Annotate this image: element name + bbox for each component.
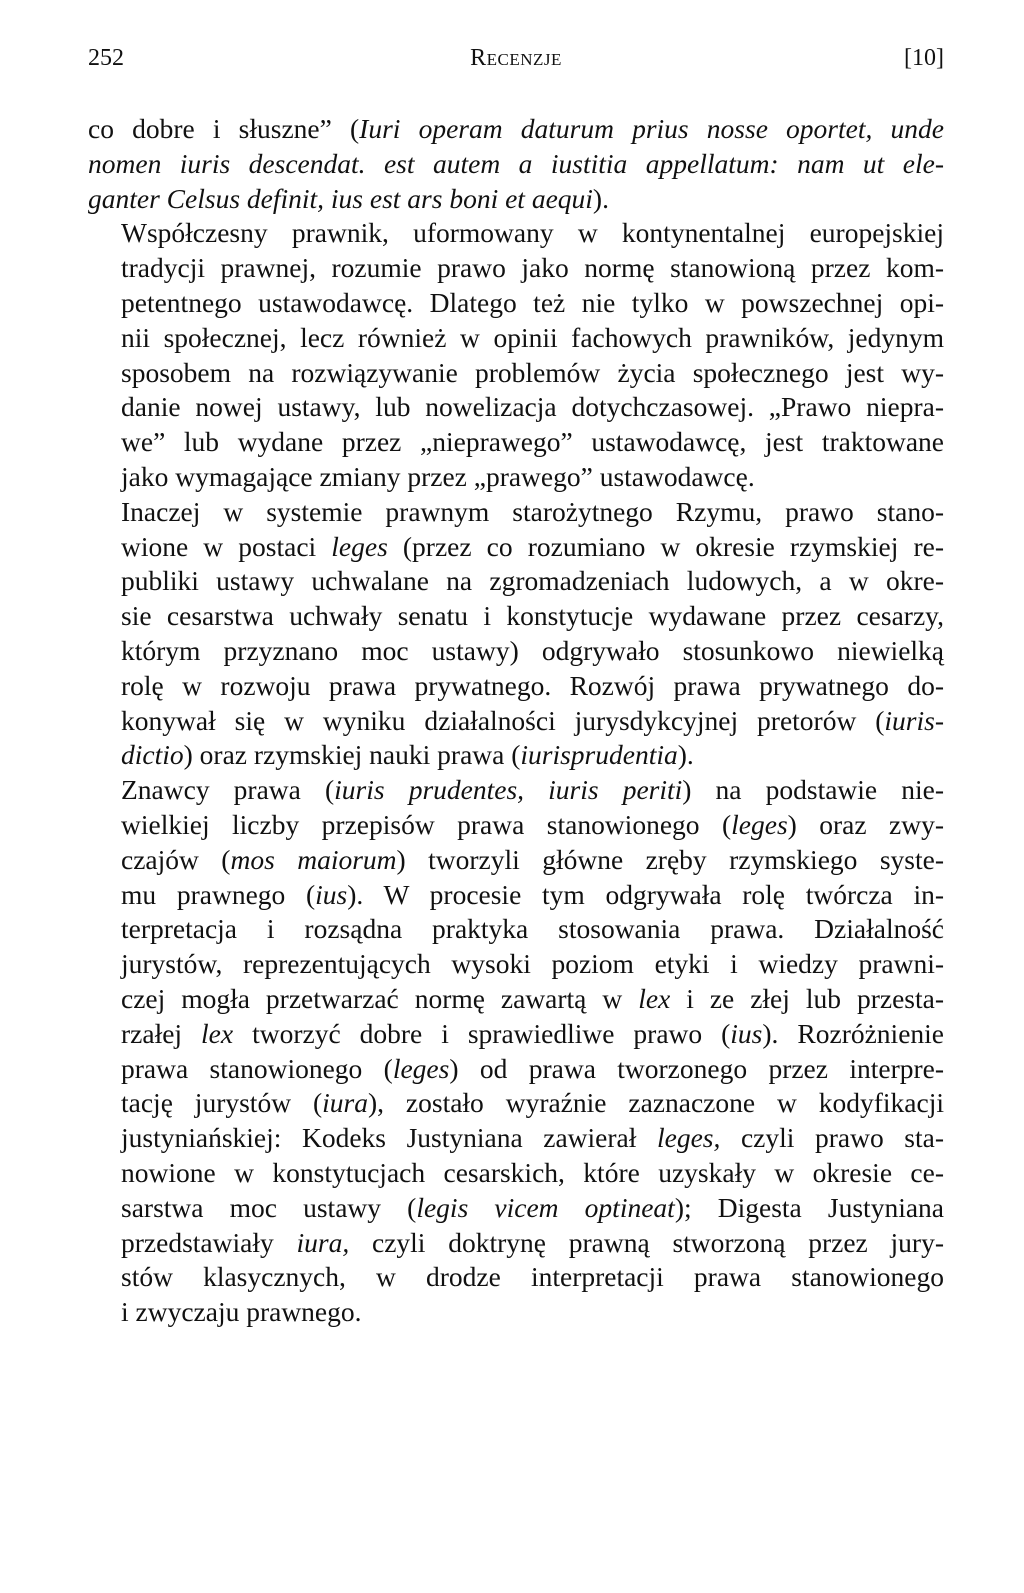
italic-run: lex xyxy=(201,1017,234,1049)
text-run: justyniańskiej: Kodeks Justyniana zawierał xyxy=(121,1122,657,1154)
text-run: Współczesny prawnik, uformowany w kontynentalnej europejskiej xyxy=(121,217,944,249)
text-run: ) od prawa tworzonego przez interpre- xyxy=(449,1052,944,1084)
text-line xyxy=(88,530,944,565)
text-run: czyli doktrynę prawną stworzoną przez jury- xyxy=(349,1226,944,1258)
text-run: i ze złej lub przesta- xyxy=(670,982,944,1014)
section-title: Recenzje xyxy=(470,45,562,71)
text-run: czyli prawo sta- xyxy=(720,1122,944,1154)
text-run: danie nowej ustawy, lub nowelizacja dotychczasowej. „Prawo niepra- xyxy=(121,391,944,423)
italic-run: legis vicem optineat xyxy=(416,1191,675,1223)
italic-run: dictio xyxy=(121,739,184,771)
text-line xyxy=(88,634,944,669)
text-run: terpretacja i rozsądna praktyka stosowania prawa. Działalność xyxy=(121,913,944,945)
paragraph xyxy=(88,112,944,216)
text-line xyxy=(88,704,944,739)
text-run: przedstawiały xyxy=(121,1226,297,1258)
text-line xyxy=(88,1226,944,1261)
italic-run: iurisprudentia xyxy=(520,739,678,771)
text-run: konywał się w wyniku działalności jurysdykcyjnej pretorów ( xyxy=(121,704,885,736)
italic-run: iuris prudentes, iuris periti xyxy=(334,774,683,806)
text-line xyxy=(88,1017,944,1052)
body-text xyxy=(88,112,944,1330)
text-line xyxy=(88,669,944,704)
text-line xyxy=(88,460,944,495)
text-run: wielkiej liczby przepisów prawa stanowionego ( xyxy=(121,808,732,840)
book-page xyxy=(88,38,944,1330)
text-run: sarstwa moc ustawy ( xyxy=(121,1191,417,1223)
text-run: ), zostało wyraźnie zaznaczone w kodyfikacji xyxy=(367,1087,944,1119)
text-line xyxy=(88,947,944,982)
text-run: i zwyczaju prawnego. xyxy=(121,1296,362,1328)
text-run: ) na podstawie nie- xyxy=(682,774,945,806)
paragraph xyxy=(88,216,944,494)
text-line xyxy=(88,1052,944,1087)
italic-run: leges xyxy=(731,808,788,840)
text-run: ). W procesie tym odgrywała rolę twórcza in- xyxy=(347,878,944,910)
text-line xyxy=(88,390,944,425)
italic-run: leges xyxy=(331,530,388,562)
text-run: tradycji prawnej, rozumie prawo jako normę stanowioną przez kom- xyxy=(121,252,944,284)
italic-run: iura, xyxy=(296,1226,350,1258)
text-run: ) oraz rzymskiej nauki prawa ( xyxy=(183,739,521,771)
text-line xyxy=(88,251,944,286)
italic-run: ius xyxy=(730,1017,763,1049)
text-run: tworzyć dobre i sprawiedliwe prawo ( xyxy=(233,1017,731,1049)
text-line xyxy=(88,112,944,147)
italic-run: Iuri operam daturum prius nosse oportet, unde xyxy=(359,113,944,144)
text-run: we” lub wydane przez „nieprawego” ustawodawcę, jest traktowane xyxy=(121,426,944,458)
italic-run: leges, xyxy=(656,1122,721,1154)
text-line xyxy=(88,182,944,217)
text-line xyxy=(88,321,944,356)
text-line xyxy=(88,982,944,1017)
text-line xyxy=(88,738,944,773)
text-run: którym przyznano moc ustawy) odgrywało stosunkowo niewielką xyxy=(121,634,944,666)
text-run: prawa stanowionego ( xyxy=(121,1052,393,1084)
text-line xyxy=(88,216,944,251)
text-run: (przez co rozumiano w okresie rzymskiej re- xyxy=(387,530,944,562)
text-line xyxy=(88,843,944,878)
text-run: jurystów, reprezentujących wysoki poziom etyki i wiedzy prawni- xyxy=(121,948,944,980)
text-line xyxy=(88,425,944,460)
text-line xyxy=(88,564,944,599)
page-number: 252 xyxy=(88,45,124,71)
text-run: publiki ustawy uchwalane na zgromadzeniach ludowych, a w okre- xyxy=(121,565,944,597)
text-line xyxy=(88,495,944,530)
text-run: co dobre i słuszne” ( xyxy=(88,113,360,144)
italic-run: iura xyxy=(322,1087,368,1119)
text-run: sposobem na rozwiązywanie problemów życia społecznego jest wy- xyxy=(121,356,944,388)
text-run: nii społecznej, lecz również w opinii fachowych prawników, jedynym xyxy=(121,321,944,353)
text-line xyxy=(88,1191,944,1226)
italic-run: mos maiorum xyxy=(230,843,397,875)
text-line xyxy=(88,1260,944,1295)
text-line xyxy=(88,1121,944,1156)
text-run: Znawcy prawa ( xyxy=(121,774,335,806)
text-line xyxy=(88,912,944,947)
text-run: rzałej xyxy=(121,1017,202,1049)
text-run: ). xyxy=(592,182,609,214)
text-line xyxy=(88,878,944,913)
italic-run: nomen iuris descendat. est autem a iustitia appellatum: nam ut ele- xyxy=(88,147,944,179)
paragraph xyxy=(88,495,944,773)
italic-run: leges xyxy=(392,1052,450,1084)
text-line xyxy=(88,1156,944,1191)
text-line xyxy=(88,147,944,182)
text-line xyxy=(88,773,944,808)
folio: [10] xyxy=(904,45,944,71)
text-run: petentnego ustawodawcę. Dlatego też nie tylko w powszechnej opi- xyxy=(121,286,944,318)
text-line xyxy=(88,1086,944,1121)
text-line xyxy=(88,808,944,843)
text-run: ) oraz zwy- xyxy=(787,808,945,840)
text-run: jako wymagające zmiany przez „prawego” ustawodawcę. xyxy=(121,460,755,492)
italic-run: ganter Celsus definit, ius est ars boni et aequi xyxy=(88,182,593,214)
text-run: ) tworzyli główne zręby rzymskiego syste- xyxy=(396,843,944,875)
text-line xyxy=(88,356,944,391)
text-run: tację jurystów ( xyxy=(121,1087,323,1119)
paragraph xyxy=(88,773,944,1330)
text-run: rolę w rozwoju prawa prywatnego. Rozwój prawa prywatnego do- xyxy=(121,669,944,701)
text-run: nowione w konstytucjach cesarskich, które uzyskały w okresie ce- xyxy=(121,1156,944,1188)
text-run: sie cesarstwa uchwały senatu i konstytucje wydawane przez cesarzy, xyxy=(121,600,944,632)
text-run: wione w postaci xyxy=(121,530,332,562)
text-run: stów klasycznych, w drodze interpretacji prawa stanowionego xyxy=(121,1261,944,1293)
italic-run: lex xyxy=(638,982,671,1014)
text-run: Inaczej w systemie prawnym starożytnego Rzymu, prawo stano- xyxy=(121,495,944,527)
italic-run: iuris- xyxy=(884,704,944,736)
text-run: czej mogła przetwarzać normę zawartą w xyxy=(121,982,639,1014)
text-run: ); Digesta Justyniana xyxy=(674,1191,945,1223)
text-run: ). xyxy=(677,739,694,771)
text-run: czajów ( xyxy=(121,843,231,875)
text-line xyxy=(88,1295,944,1330)
text-run: ). Rozróżnienie xyxy=(762,1017,945,1049)
italic-run: ius xyxy=(315,878,348,910)
text-line xyxy=(88,599,944,634)
text-run: mu prawnego ( xyxy=(121,878,316,910)
running-header xyxy=(88,38,944,78)
text-line xyxy=(88,286,944,321)
